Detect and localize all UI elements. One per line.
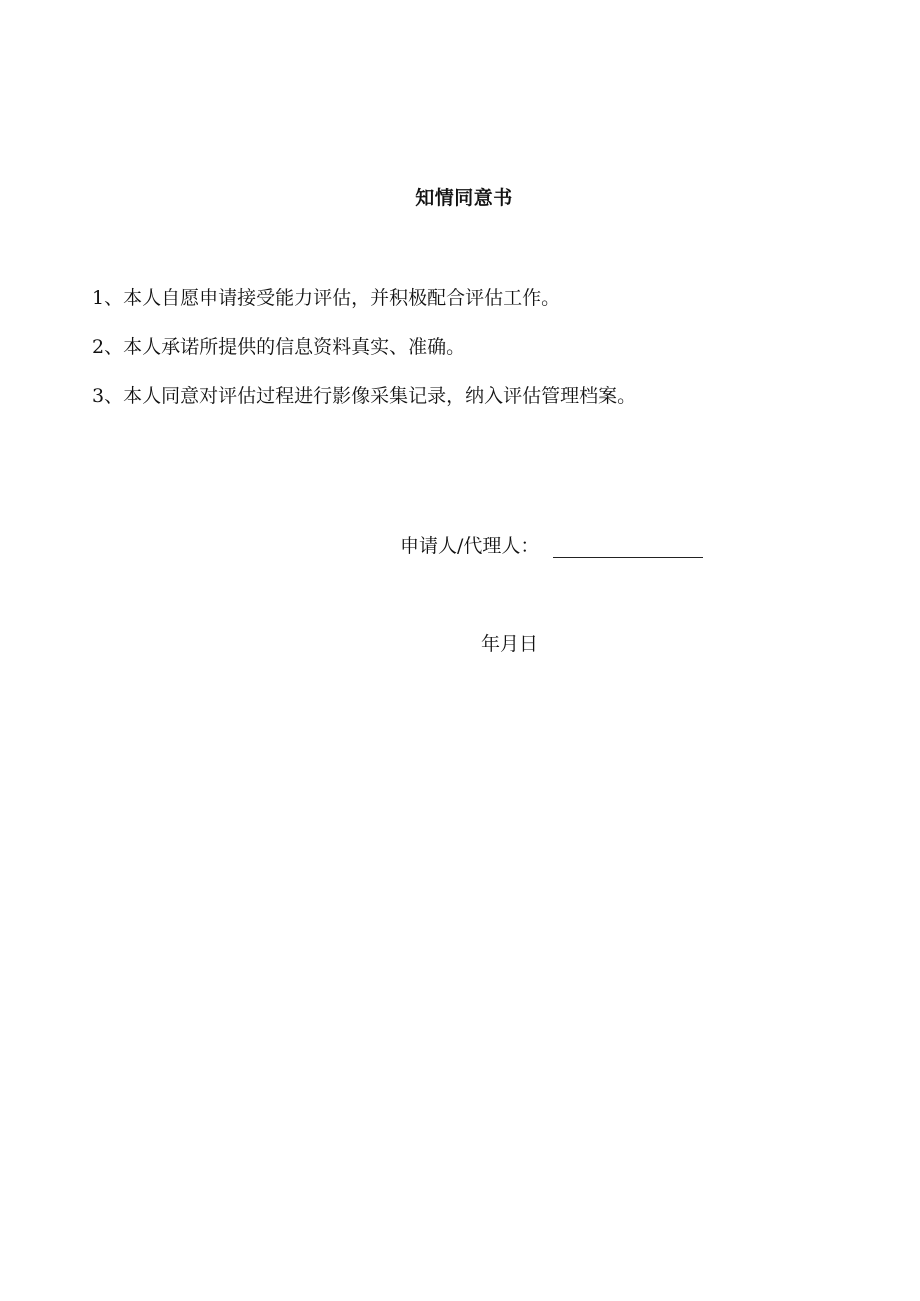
signature-row <box>400 534 703 558</box>
clause-text: 本人承诺所提供的信息资料真实、准确。 <box>123 336 466 358</box>
clause-number: 1、 <box>92 287 124 309</box>
document-title: 知情同意书 <box>415 187 513 209</box>
date-field[interactable]: 年月日 <box>481 633 539 655</box>
clause-2 <box>92 335 465 359</box>
clause-text: 本人自愿申请接受能力评估，并积极配合评估工作。 <box>123 287 561 309</box>
signature-label: 申请人/代理人： <box>400 535 540 557</box>
clause-3 <box>92 384 636 408</box>
signature-field[interactable] <box>553 537 703 558</box>
clause-1 <box>92 286 560 310</box>
clause-number: 3、 <box>92 385 124 407</box>
clause-text: 本人同意对评估过程进行影像采集记录，纳入评估管理档案。 <box>123 385 637 407</box>
clause-number: 2、 <box>92 336 124 358</box>
